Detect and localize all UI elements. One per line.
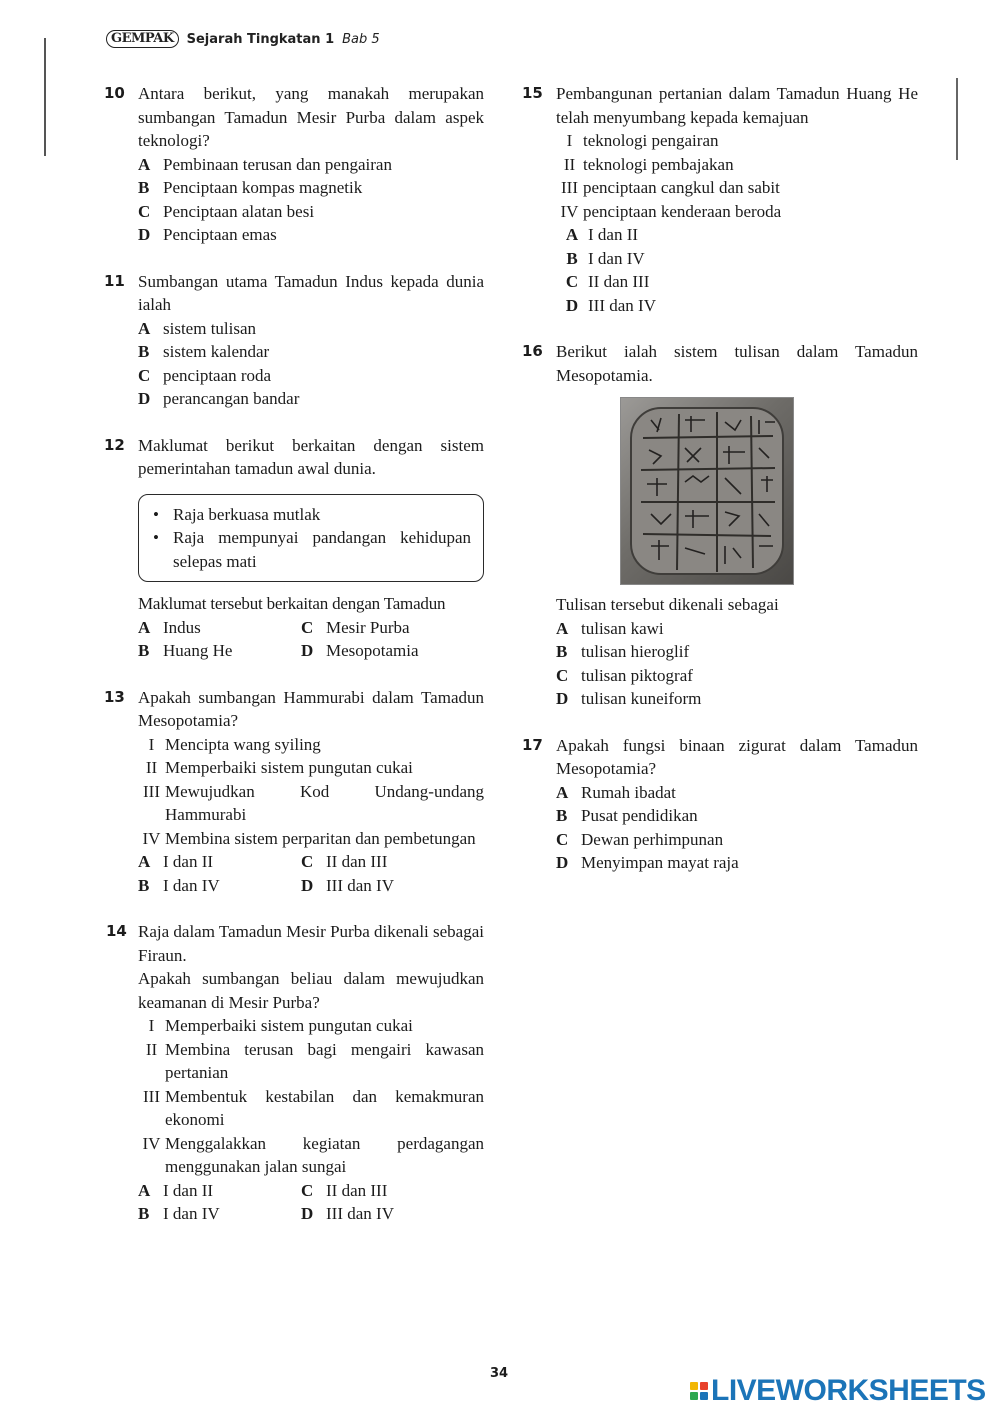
page-header: [106, 30, 380, 48]
option-text: tulisan piktograf: [581, 665, 693, 685]
option-a[interactable]: [138, 153, 484, 177]
question-number: 15: [522, 84, 543, 102]
cuneiform-tablet-image: [620, 397, 794, 585]
option-key: D: [565, 295, 579, 315]
statement-text: Membentuk kestabilan dan kemakmuran ekonomi: [165, 1086, 484, 1129]
option-b[interactable]: [138, 1202, 301, 1226]
option-a[interactable]: [138, 850, 301, 874]
option-d[interactable]: [301, 1202, 481, 1226]
options-grid: [138, 1179, 484, 1226]
question-text: Antara berikut, yang manakah merupakan sumbangan Tamadun Mesir Purba dalam aspek teknologi?: [138, 84, 484, 150]
option-text: tulisan kawi: [581, 618, 664, 638]
option-b[interactable]: [138, 639, 301, 663]
option-key: B: [138, 1204, 150, 1223]
statement-text: penciptaan cangkul dan sabit: [583, 178, 780, 197]
page-number: 34: [490, 1366, 509, 1381]
statement-numeral: IV: [142, 1133, 161, 1153]
question-11: [104, 270, 484, 411]
question-stem: Maklumat tersebut berkaitan dengan Tamadun: [138, 594, 446, 613]
question-12: [104, 434, 484, 663]
bullet-item: [153, 526, 471, 573]
option-b[interactable]: [556, 640, 918, 664]
option-a[interactable]: [556, 223, 918, 247]
option-b[interactable]: [138, 176, 484, 200]
statement-numeral: II: [563, 154, 576, 174]
option-key: D: [556, 853, 569, 872]
question-text: Apakah fungsi binaan zigurat dalam Tamadun Mesopotamia?: [556, 735, 918, 778]
option-key: C: [301, 852, 314, 871]
option-key: A: [138, 154, 151, 174]
brand-text: LIVEWORKSHEETS: [711, 1374, 986, 1407]
option-a[interactable]: [556, 781, 918, 805]
statement-iii: [138, 780, 484, 827]
option-key: B: [138, 342, 150, 361]
option-b[interactable]: [556, 804, 918, 828]
option-key: B: [556, 642, 568, 661]
question-number: 14: [106, 922, 127, 940]
statement-ii: [138, 756, 484, 780]
statement-iii: [138, 1085, 484, 1132]
question-text-2: Apakah sumbangan beliau dalam mewujudkan keamanan di Mesir Purba?: [138, 969, 484, 1012]
option-text: Rumah ibadat: [581, 782, 676, 802]
option-a[interactable]: [138, 317, 484, 341]
option-d[interactable]: [556, 687, 918, 711]
question-15: [522, 82, 918, 317]
margin-rule-left: [44, 38, 46, 156]
option-text: I dan II: [163, 1180, 214, 1200]
question-number: 13: [104, 687, 125, 706]
cuneiform-tablet-drawing: [621, 398, 793, 584]
option-a[interactable]: [138, 616, 301, 640]
option-key: A: [138, 318, 151, 338]
option-key: A: [138, 617, 151, 637]
option-c[interactable]: [138, 364, 484, 388]
statement-ii: [138, 1038, 484, 1085]
question-17: [522, 734, 918, 875]
statement-numeral: III: [143, 1086, 160, 1106]
option-key: A: [565, 225, 579, 244]
bullet-item: [153, 503, 471, 527]
option-text: Penciptaan emas: [163, 225, 277, 244]
option-key: D: [138, 225, 151, 244]
option-d[interactable]: [301, 639, 481, 663]
option-d[interactable]: [138, 387, 484, 411]
statement-text: Membina terusan bagi mengairi kawasan pertanian: [165, 1039, 484, 1082]
option-key: B: [138, 178, 150, 197]
book-title: Sejarah Tingkatan 1: [186, 31, 335, 47]
option-c[interactable]: [301, 850, 481, 874]
option-text: Penciptaan kompas magnetik: [163, 178, 363, 197]
statement-numeral: III: [143, 781, 160, 801]
option-key: A: [556, 782, 569, 802]
option-key: C: [301, 617, 314, 637]
option-d[interactable]: [556, 851, 918, 875]
option-key: B: [138, 875, 150, 895]
statement-text: teknologi pembajakan: [583, 154, 734, 174]
statement-numeral: I: [566, 131, 573, 150]
statement-i: [556, 129, 918, 153]
option-key: C: [138, 201, 151, 221]
statement-text: Mewujudkan Kod Undang-undang Hammurabi: [165, 781, 484, 824]
option-text: I dan IV: [163, 1204, 220, 1223]
option-key: B: [566, 248, 578, 268]
options-grid: [138, 850, 484, 897]
question-text: Apakah sumbangan Hammurabi dalam Tamadun Mesopotamia?: [138, 687, 484, 730]
question-16: [522, 340, 918, 711]
info-box: [138, 494, 484, 583]
option-b[interactable]: [556, 247, 918, 271]
question-14: [104, 920, 484, 1226]
option-c[interactable]: [301, 1179, 481, 1203]
question-number: 17: [522, 735, 543, 754]
option-key: D: [301, 641, 314, 660]
option-text: Penciptaan alatan besi: [163, 201, 315, 221]
statement-numeral: IV: [142, 828, 161, 848]
option-c[interactable]: [556, 270, 918, 294]
option-text: perancangan bandar: [163, 389, 300, 408]
statement-text: Memperbaiki sistem pungutan cukai: [165, 758, 413, 777]
option-key: D: [138, 389, 151, 408]
option-c[interactable]: [301, 616, 481, 640]
option-c[interactable]: [556, 828, 918, 852]
statement-numeral: II: [145, 1039, 158, 1059]
option-text: I dan IV: [588, 248, 645, 268]
option-text: III dan IV: [326, 875, 394, 895]
question-text: Sumbangan utama Tamadun Indus kepada dunia ialah: [138, 271, 484, 314]
option-key: D: [301, 1204, 314, 1223]
question-number: 11: [104, 271, 125, 290]
statement-ii: [556, 153, 918, 177]
statement-iv: [556, 200, 918, 224]
option-text: Mesir Purba: [326, 617, 410, 637]
option-b[interactable]: [138, 340, 484, 364]
margin-rule-right: [956, 78, 958, 160]
bullet-icon: •: [153, 504, 159, 524]
option-a[interactable]: [138, 1179, 301, 1203]
question-13: [104, 686, 484, 898]
statement-text: Mencipta wang syiling: [165, 734, 321, 754]
statement-iv: [138, 827, 484, 851]
question-10: [104, 82, 484, 247]
option-text: Mesopotamia: [326, 641, 419, 660]
option-text: tulisan kuneiform: [581, 689, 702, 708]
option-a[interactable]: [556, 617, 918, 641]
statement-text: teknologi pengairan: [583, 131, 719, 150]
question-number: 10: [104, 84, 125, 102]
option-text: II dan III: [588, 272, 650, 291]
option-key: A: [556, 618, 569, 638]
option-text: tulisan hieroglif: [581, 642, 690, 661]
publisher-logo: GEMPAK: [106, 30, 179, 48]
option-d[interactable]: [556, 294, 918, 318]
option-text: Menyimpan mayat raja: [581, 853, 739, 872]
option-text: I dan II: [588, 225, 639, 244]
question-text: Berikut ialah sistem tulisan dalam Tamadun Mesopotamia.: [556, 342, 918, 385]
options-grid: [138, 616, 484, 663]
statement-text: penciptaan kenderaan beroda: [583, 201, 782, 221]
statement-iii: [556, 176, 918, 200]
option-key: A: [138, 1180, 151, 1200]
option-text: III dan IV: [588, 295, 656, 315]
option-text: sistem tulisan: [163, 318, 257, 338]
liveworksheets-logo[interactable]: [690, 1374, 986, 1408]
option-text: Indus: [163, 617, 201, 637]
right-column: [522, 82, 918, 898]
option-text: sistem kalendar: [163, 342, 270, 361]
chapter-label: Bab 5: [342, 31, 380, 47]
left-column: [104, 82, 484, 1249]
option-key: C: [556, 665, 569, 685]
option-text: III dan IV: [326, 1204, 394, 1223]
option-d[interactable]: [301, 874, 481, 898]
option-text: I dan II: [163, 852, 214, 871]
option-d[interactable]: [138, 223, 484, 247]
statement-iv: [138, 1132, 484, 1179]
option-key: C: [301, 1180, 314, 1200]
bullet-text: Raja berkuasa mutlak: [173, 504, 321, 524]
option-c[interactable]: [138, 200, 484, 224]
liveworksheets-icon: [690, 1382, 708, 1400]
question-number: 16: [522, 342, 543, 360]
statement-i: [138, 733, 484, 757]
option-b[interactable]: [138, 874, 301, 898]
option-key: C: [556, 829, 569, 849]
question-stem: Tulisan tersebut dikenali sebagai: [556, 595, 779, 614]
statement-text: Menggalakkan kegiatan perdagangan menggunakan jalan sungai: [165, 1133, 484, 1176]
statement-numeral: I: [148, 734, 155, 754]
question-text: Maklumat berikut berkaitan dengan sistem pemerintahan tamadun awal dunia.: [138, 435, 484, 478]
statement-i: [138, 1014, 484, 1038]
question-text: Pembangunan pertanian dalam Tamadun Huang He telah menyumbang kepada kemajuan: [556, 84, 918, 127]
statement-numeral: III: [561, 178, 578, 197]
option-c[interactable]: [556, 664, 918, 688]
statement-text: Memperbaiki sistem pungutan cukai: [165, 1016, 413, 1035]
option-key: B: [138, 641, 150, 660]
option-text: penciptaan roda: [163, 365, 272, 385]
bullet-text: Raja mempunyai pandangan kehidupan selepas mati: [173, 528, 471, 571]
option-text: II dan III: [326, 852, 388, 871]
question-text: Raja dalam Tamadun Mesir Purba dikenali sebagai Firaun.: [138, 922, 484, 965]
question-number: 12: [104, 435, 125, 454]
option-key: C: [565, 272, 579, 291]
option-key: B: [556, 806, 568, 825]
option-text: Dewan perhimpunan: [581, 829, 724, 849]
option-key: C: [138, 365, 151, 385]
statement-numeral: I: [148, 1016, 155, 1035]
option-text: Pembinaan terusan dan pengairan: [163, 154, 392, 174]
statement-numeral: II: [145, 758, 158, 777]
statement-numeral: IV: [560, 201, 579, 221]
statement-text: Membina sistem perparitan dan pembetungan: [165, 828, 476, 848]
option-text: Huang He: [163, 641, 233, 660]
option-key: D: [301, 875, 314, 895]
option-key: A: [138, 852, 151, 871]
option-text: II dan III: [326, 1180, 388, 1200]
option-text: I dan IV: [163, 875, 220, 895]
bullet-icon: •: [153, 528, 159, 547]
option-text: Pusat pendidikan: [581, 806, 698, 825]
option-key: D: [556, 689, 569, 708]
